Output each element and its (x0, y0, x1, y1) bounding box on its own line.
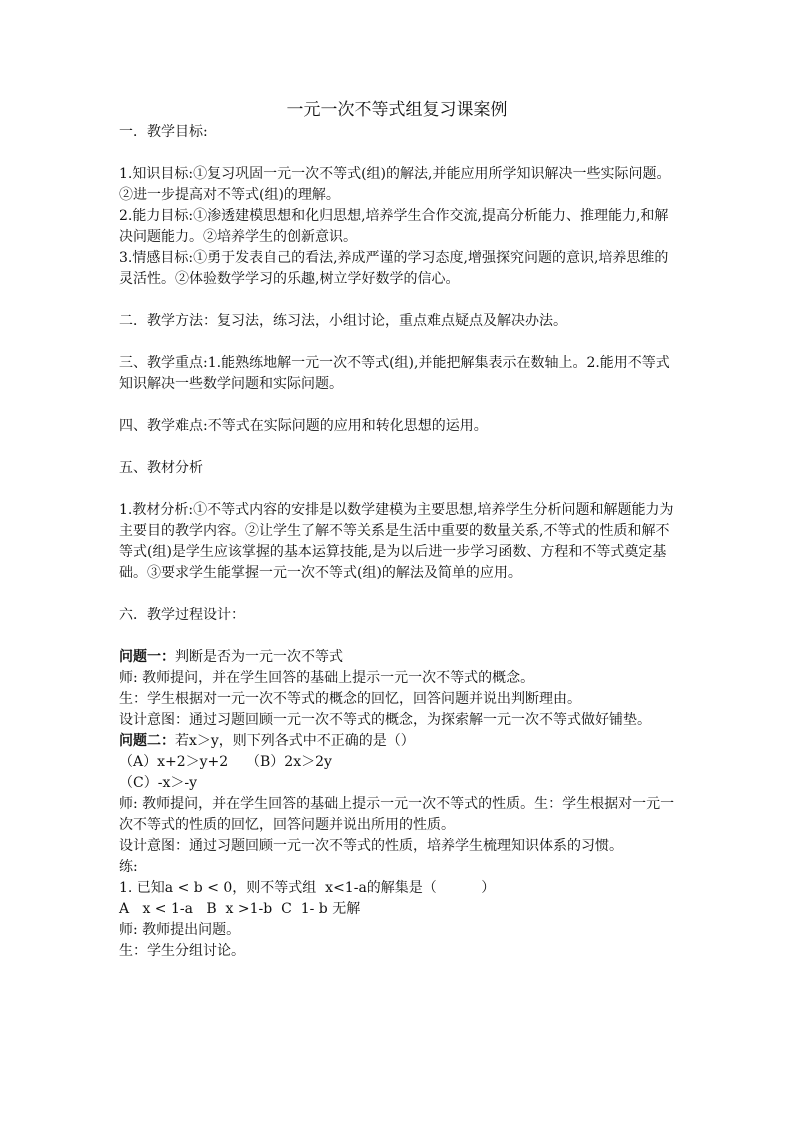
exercise-1: 1. 已知a < b < 0，则不等式组 x<1-a的解集是（ ） (119, 880, 496, 896)
question-2 (119, 731, 675, 752)
question-2-text: 若x＞y，则下列各式中不正确的是（） (175, 733, 415, 749)
question-2-teacher: 师: 教师提问，并在学生回答的基础上提示一元一次不等式的性质。生：学生根据对一元一次不等式的性质的回忆，回答问题并说出所用的性质。 (119, 796, 675, 833)
section-1-heading: 一．教学目标: (119, 124, 208, 140)
question-1-design: 设计意图：通过习题回顾一元一次不等式的概念，为探索解一元一次不等式做好铺垫。 (119, 712, 651, 728)
section-6-heading: 六．教学过程设计： (119, 607, 245, 623)
question-1-text: 判断是否为一元一次不等式 (175, 649, 343, 665)
option-c: （C）-x＞-y (119, 775, 197, 791)
document-title: 一元一次不等式组复习课案例 (286, 100, 508, 120)
knowledge-goal: 1.知识目标:①复习巩固一元一次不等式(组)的解法,并能应用所学知识解决一些实际问题。②进一步提高对不等式(组)的理解。 (119, 166, 671, 203)
textbook-analysis: 1.教材分析:①不等式内容的安排是以数学建模为主要思想,培养学生分析问题和解题能力为主要目的教学内容。②让学生了解不等关系是生活中重要的数量关系,不等式的性质和解不等式(组)是学生应该掌握的基本运算技能,是为以后进一步学习函数、方程和不等式奠定基础。③要求学生能掌握一元一次不等式(组)的解法及简单的应用。 (119, 502, 674, 581)
question-2-design: 设计意图：通过习题回顾一元一次不等式的性质，培养学生梳理知识体系的习惯。 (119, 838, 623, 854)
question-1-student: 生：学生根据对一元一次不等式的概念的回忆，回答问题并说出判断理由。 (119, 691, 581, 707)
exercise-1-options: A x < 1-a B x >1-b C 1- b 无解 (119, 901, 361, 917)
exercise-1-teacher: 师: 教师提出问题。 (119, 922, 241, 938)
ability-goal: 2.能力目标:①渗透建模思想和化归思想,培养学生合作交流,提高分析能力、推理能力,和解决问题能力。②培养学生的创新意识。 (119, 208, 669, 245)
question-1-label: 问题一： (119, 649, 175, 665)
teaching-key-points: 三、教学重点:1.能熟练地解一元一次不等式(组),并能把解集表示在数轴上。2.能用不等式知识解决一些数学问题和实际问题。 (119, 355, 670, 392)
practice-label: 练: (119, 859, 138, 875)
option-b: （B）2x＞2y (246, 754, 332, 770)
teaching-difficulties: 四、教学难点:不等式在实际问题的应用和转化思想的运用。 (119, 418, 488, 434)
question-2-options-ab (119, 752, 675, 773)
question-1 (119, 647, 675, 668)
question-1-teacher: 师: 教师提问，并在学生回答的基础上提示一元一次不等式的概念。 (119, 670, 535, 686)
emotion-goal: 3.情感目标:①勇于发表自己的看法,养成严谨的学习态度,增强探究问题的意识,培养思维的灵活性。②体验数学学习的乐趣,树立学好数学的信心。 (119, 250, 669, 287)
section-5-heading: 五、教材分析 (119, 460, 203, 476)
option-a: （A）x+2＞y+2 (119, 754, 229, 770)
document-body (119, 122, 675, 962)
question-2-label: 问题二： (119, 733, 175, 749)
exercise-1-student: 生：学生分组讨论。 (119, 943, 245, 959)
teaching-methods: 二．教学方法：复习法，练习法，小组讨论，重点难点疑点及解决办法。 (119, 313, 567, 329)
